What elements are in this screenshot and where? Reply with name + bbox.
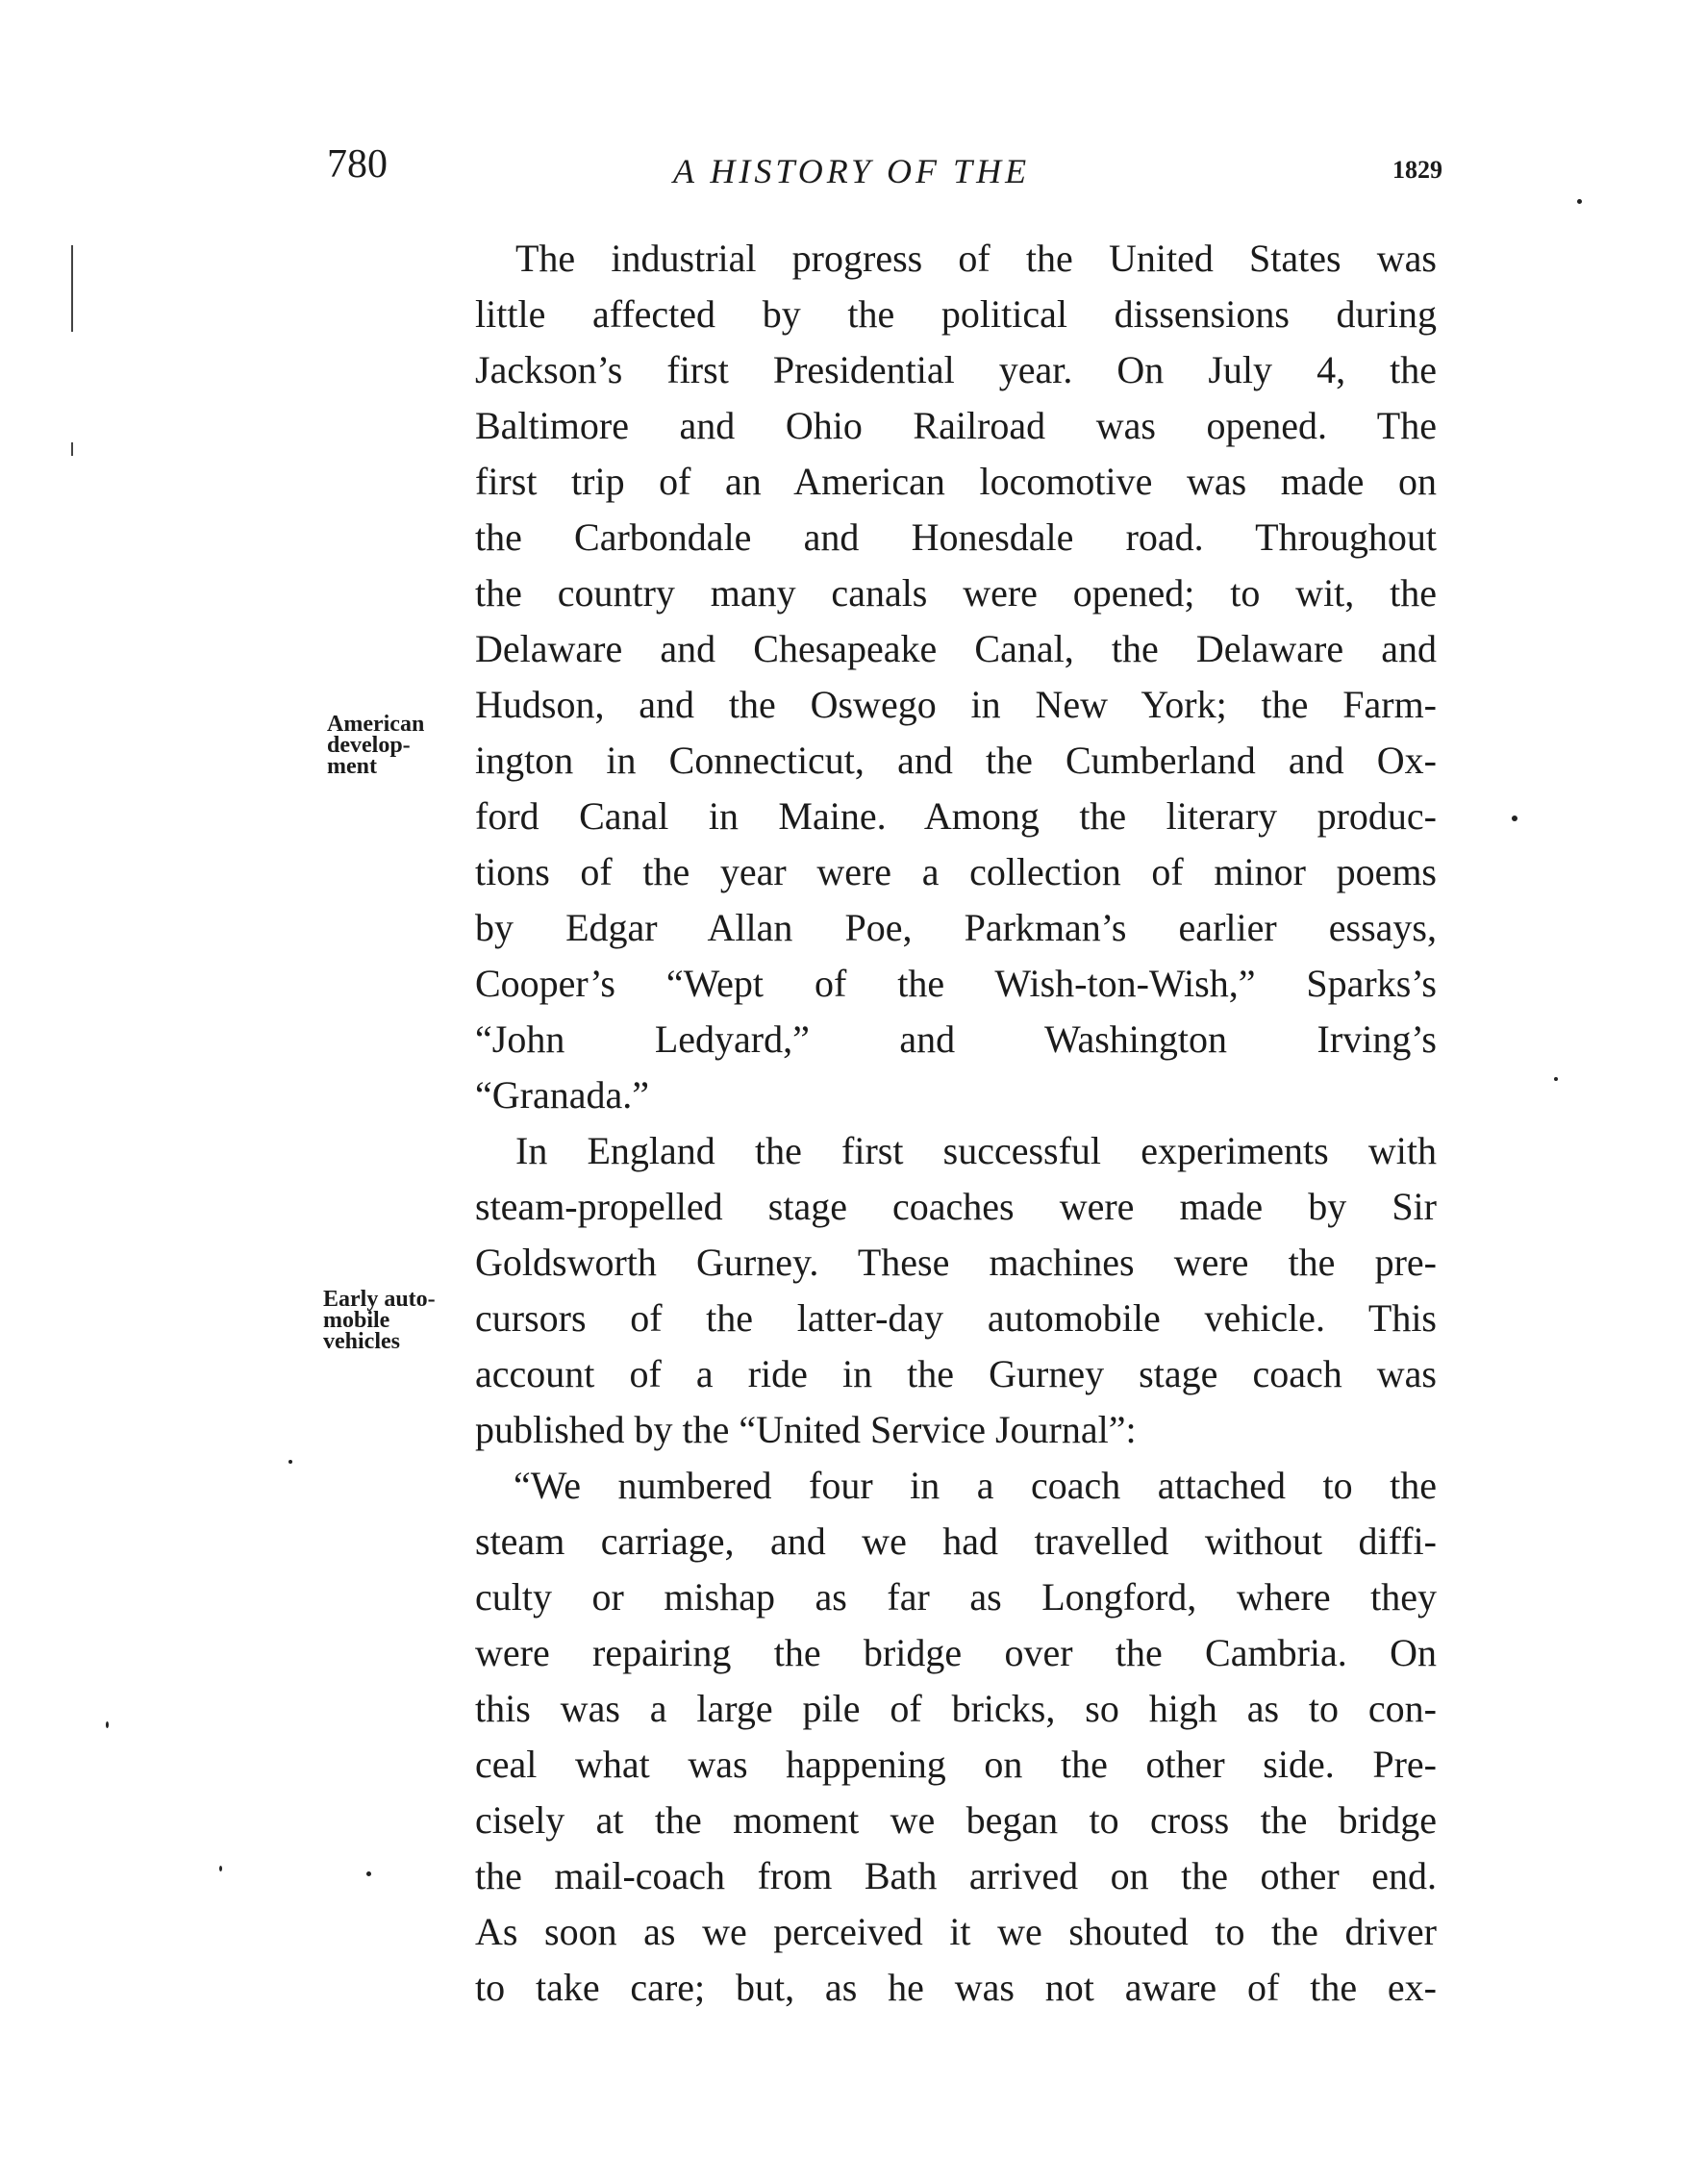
text-line: the mail-coach from Bath arrived on the other end. [475,1854,1437,1897]
scan-mark [71,245,73,332]
text-line: Delaware and Chesapeake Canal, the Delaware and [475,627,1437,670]
sidenote-line: develop- [327,733,411,758]
sidenote-line: vehicles [323,1329,400,1354]
text-line: published by the “United Service Journal”: [475,1408,1137,1451]
text-line: steam carriage, and we had travelled without diffi- [475,1519,1437,1563]
text-line: “Granada.” [475,1073,649,1117]
text-line: Hudson, and the Oswego in New York; the Farm- [475,683,1437,726]
text-line: ceal what was happening on the other side. Pre- [475,1743,1437,1786]
text-line: “John Ledyard,” and Washington Irving’s [475,1017,1437,1061]
text-line: to take care; but, as he was not aware of the ex- [475,1966,1437,2009]
scan-speck [366,1871,371,1876]
text-line: Cooper’s “Wept of the Wish-ton-Wish,” Sparks’s [475,962,1437,1005]
body-text [475,231,1437,2016]
text-line: “We numbered four in a coach attached to the [514,1464,1437,1507]
text-line: In England the first successful experiments with [515,1129,1437,1172]
sidenote-line: American [327,712,425,737]
text-line: Baltimore and Ohio Railroad was opened. The [475,404,1437,447]
text-line: this was a large pile of bricks, so high as to con- [475,1687,1437,1730]
text-line: cisely at the moment we began to cross the bridge [475,1798,1437,1842]
text-line: steam-propelled stage coaches were made by Sir [475,1185,1437,1228]
scan-speck [1577,199,1582,204]
text-line: were repairing the bridge over the Cambria. On [475,1631,1437,1674]
text-line: the country many canals were opened; to wit, the [475,571,1437,615]
scan-speck [1512,816,1517,821]
text-line: ford Canal in Maine. Among the literary produc- [475,794,1437,838]
scan-speck [219,1866,222,1871]
text-line: account of a ride in the Gurney stage coach was [475,1352,1437,1395]
text-line: the Carbondale and Honesdale road. Throughout [475,515,1437,559]
header-year: 1829 [1392,156,1442,184]
sidenote-line: Early auto- [323,1287,436,1312]
text-line: cursors of the latter-day automobile vehicle. This [475,1296,1437,1340]
text-line: As soon as we perceived it we shouted to the driver [475,1910,1437,1953]
sidenote-line: ment [327,754,377,779]
sidenote-american-development [327,714,424,777]
text-line: The industrial progress of the United States was [515,237,1437,280]
scan-speck [1554,1077,1558,1081]
scan-mark [71,442,73,456]
text-line: first trip of an American locomotive was made on [475,460,1437,503]
text-line: culty or mishap as far as Longford, where they [475,1575,1437,1619]
scan-speck [106,1721,109,1728]
text-line: little affected by the political dissensions during [475,292,1437,336]
text-line: tions of the year were a collection of minor poems [475,850,1437,893]
page-number: 780 [327,142,388,187]
text-line: Goldsworth Gurney. These machines were the pre- [475,1241,1437,1284]
sidenote-line: mobile [323,1308,390,1333]
sidenote-early-automobile-vehicles [323,1289,436,1352]
text-line: ington in Connecticut, and the Cumberland and Ox- [475,739,1437,782]
scan-speck [288,1460,292,1464]
running-title: A HISTORY OF THE [673,152,1031,190]
text-line: Jackson’s first Presidential year. On July 4, the [475,348,1437,391]
text-line: by Edgar Allan Poe, Parkman’s earlier essays, [475,906,1437,949]
